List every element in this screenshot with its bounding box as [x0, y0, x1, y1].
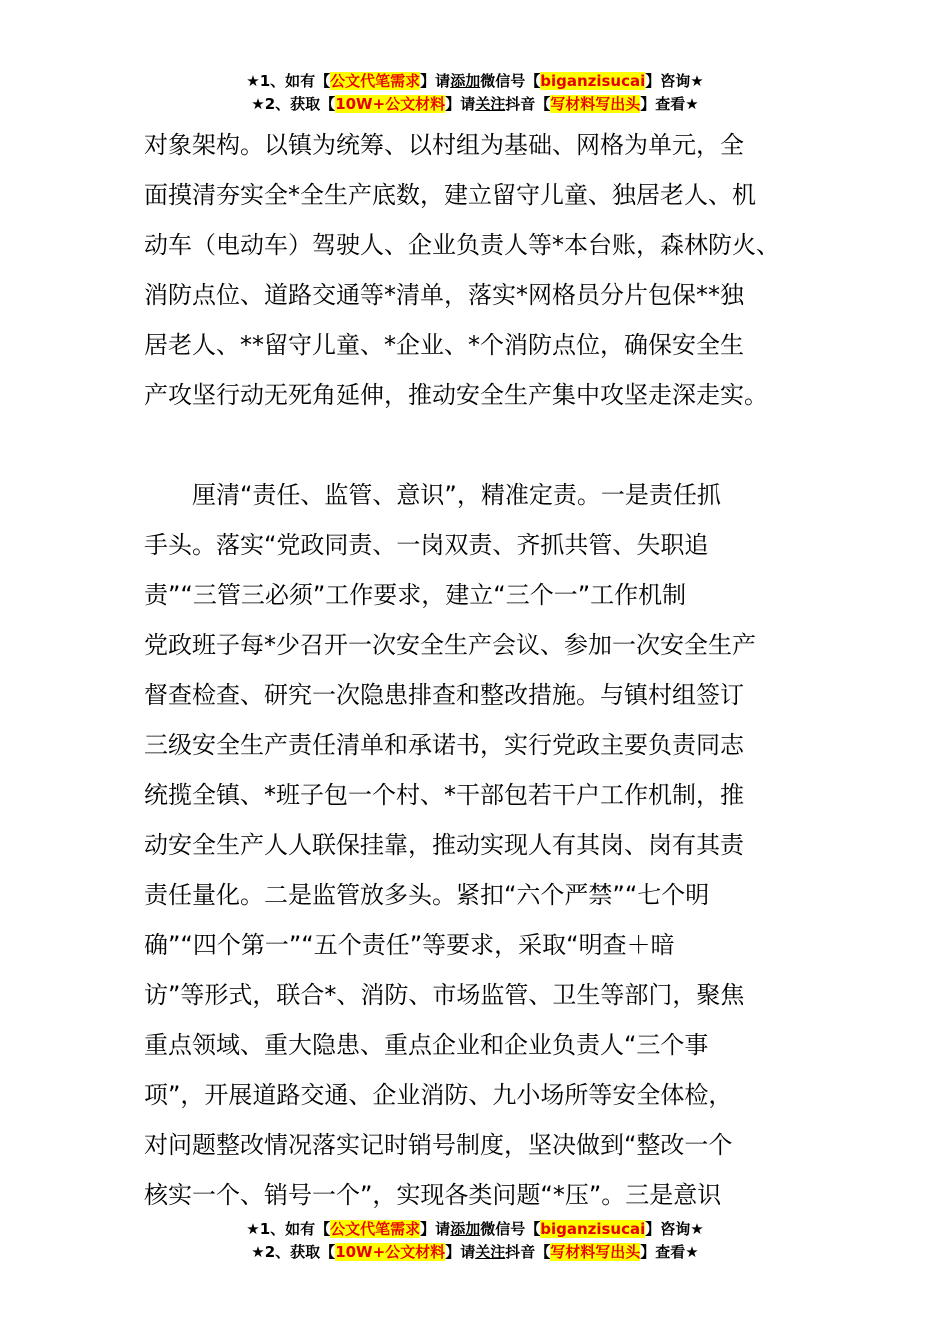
footer-banner: [0, 1218, 950, 1264]
banner-text: ★1、如有【: [246, 72, 331, 90]
banner-text: 微信号【: [480, 72, 541, 90]
text-line: 居老人、**留守儿童、*企业、*个消防点位，确保安全生: [144, 331, 744, 359]
underlined-text: 关注: [475, 95, 506, 113]
text-line: 访”等形式，联合*、消防、市场监管、卫生等部门，聚焦: [144, 981, 745, 1009]
highlighted-text: 公文代笔需求: [330, 1220, 421, 1238]
highlighted-text: biganzisucai: [540, 1220, 646, 1238]
banner-text: 】请: [445, 95, 476, 113]
banner-line-1: [0, 70, 950, 93]
banner-text: ★2、获取【: [251, 95, 336, 113]
highlighted-text: 写材料写出头: [550, 1243, 641, 1261]
text-line: 消防点位、道路交通等*清单，落实*网格员分片包保**独: [144, 281, 744, 309]
highlighted-text: 10W+公文材料: [335, 95, 446, 113]
underlined-text: 添加: [450, 1220, 481, 1238]
banner-text: 】咨询★: [645, 1220, 704, 1238]
highlighted-text: 写材料写出头: [550, 95, 641, 113]
text-line: 产攻坚行动无死角延伸，推动安全生产集中攻坚走深走实。: [144, 381, 768, 409]
banner-text: 抖音【: [505, 95, 551, 113]
highlighted-text: 公文代笔需求: [330, 72, 421, 90]
text-line: 党政班子每*少召开一次安全生产会议、参加一次安全生产: [144, 631, 756, 659]
text-line: 重点领域、重大隐患、重点企业和企业负责人“三个事: [144, 1031, 709, 1059]
text-line: 责”“三管三必须”工作要求，建立“三个一”工作机制: [144, 581, 687, 609]
banner-text: 】请: [420, 1220, 451, 1238]
highlighted-text: biganzisucai: [540, 72, 646, 90]
banner-text: ★2、获取【: [251, 1243, 336, 1261]
text-line: 三级安全生产责任清单和承诺书，实行党政主要负责同志: [144, 731, 744, 759]
banner-text: 】咨询★: [645, 72, 704, 90]
banner-text: 】查看★: [640, 1243, 699, 1261]
text-line: 面摸清夯实全*全生产底数，建立留守儿童、独居老人、机: [144, 181, 756, 209]
text-line: 统揽全镇、*班子包一个村、*干部包若干户工作机制，推: [144, 781, 744, 809]
text-line: 动车（电动车）驾驶人、企业负责人等*本台账，森林防火、: [144, 231, 780, 259]
text-line: 厘清“责任、监管、意识”，精准定责。一是责任抓: [144, 481, 721, 509]
document-body: [144, 120, 808, 1220]
text-line: 核实一个、销号一个”，实现各类问题“*压”。三是意识: [144, 1181, 722, 1209]
text-line: 确”“四个第一”“五个责任”等要求，采取“明查＋暗: [144, 931, 675, 959]
text-line: 对问题整改情况落实记时销号制度，坚决做到“整改一个: [144, 1131, 733, 1159]
banner-text: 】请: [445, 1243, 476, 1261]
banner-text: 】请: [420, 72, 451, 90]
paragraph-spacer: [144, 420, 808, 470]
banner-text: 抖音【: [505, 1243, 551, 1261]
text-line: 责任量化。二是监管放多头。紧扣“六个严禁”“七个明: [144, 881, 710, 909]
banner-text: 微信号【: [480, 1220, 541, 1238]
banner-text: ★1、如有【: [246, 1220, 331, 1238]
underlined-text: 添加: [450, 72, 481, 90]
text-line: 项”，开展道路交通、企业消防、九小场所等安全体检，: [144, 1081, 733, 1109]
banner-text: 】查看★: [640, 95, 699, 113]
banner-line-1: [0, 1218, 950, 1241]
paragraph-2: [144, 470, 808, 1220]
text-line: 动安全生产人人联保挂靠，推动实现人有其岗、岗有其责: [144, 831, 744, 859]
header-banner: [0, 70, 950, 116]
banner-line-2: [0, 93, 950, 116]
highlighted-text: 10W+公文材料: [335, 1243, 446, 1261]
text-line: 对象架构。以镇为统筹、以村组为基础、网格为单元，全: [144, 131, 744, 159]
text-line: 手头。落实“党政同责、一岗双责、齐抓共管、失职追: [144, 531, 709, 559]
banner-line-2: [0, 1241, 950, 1264]
paragraph-1: [144, 120, 808, 420]
underlined-text: 关注: [475, 1243, 506, 1261]
text-line: 督查检查、研究一次隐患排查和整改措施。与镇村组签订: [144, 681, 744, 709]
